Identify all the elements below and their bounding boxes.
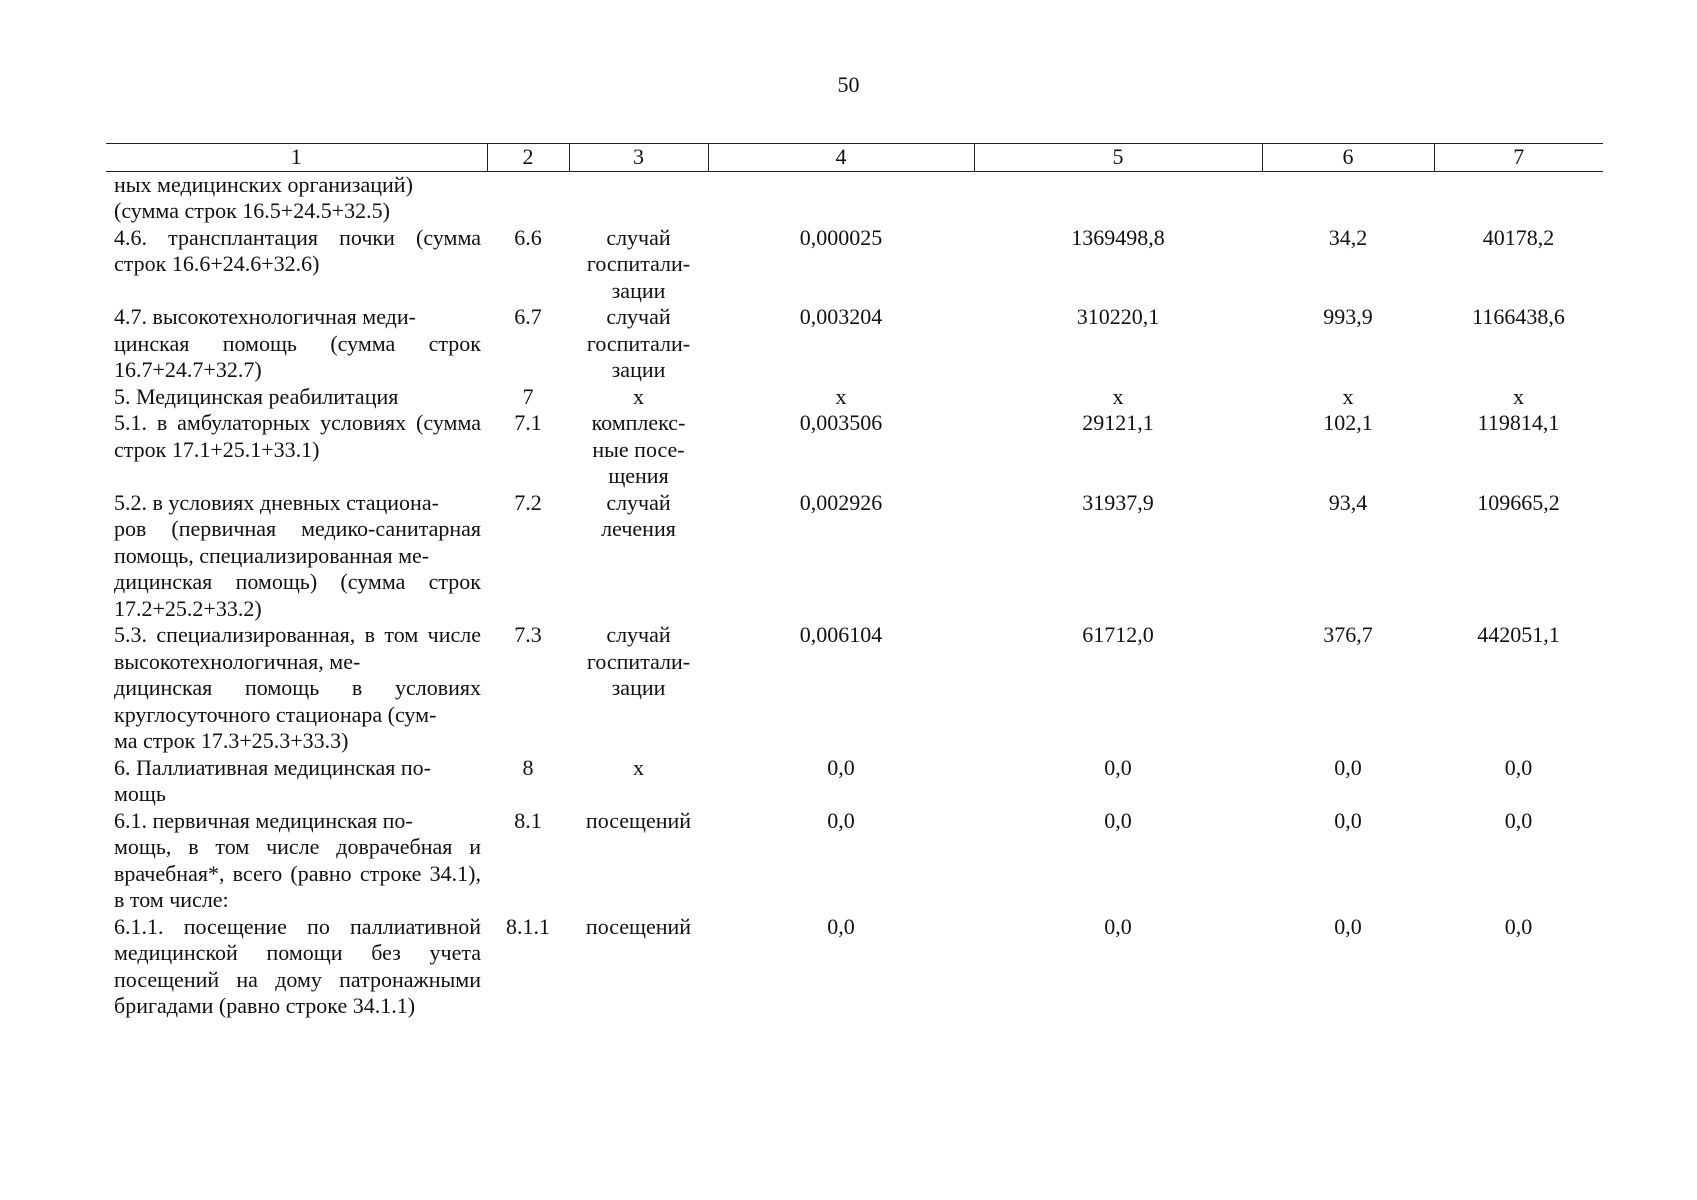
value-cell: 376,7 xyxy=(1323,622,1373,647)
row-name-cell: 5.3. специализированная, в том числе высокотехнологичная, ме- дицинская помощь в условиях круглосуточного стационара (сум- ма строк 17.3+25.3+33.3) xyxy=(114,622,481,753)
unit-cell: посещений xyxy=(585,807,692,833)
unit-cell: случай лечения xyxy=(601,489,676,541)
row-code-cell: 7 xyxy=(522,383,534,409)
row-name-cell: 6. Паллиативная медицинская по- мощь xyxy=(114,754,431,806)
value-cell: 0,0 xyxy=(827,754,855,780)
value-cell: х xyxy=(1513,383,1524,409)
row-name-cell: ных медицинских организаций) (сумма строк 16.5+24.5+32.5) xyxy=(114,171,413,223)
value-cell: 0,003204 xyxy=(799,304,883,329)
row-code-cell: 7.1 xyxy=(514,410,542,435)
value-cell: 993,9 xyxy=(1323,304,1373,329)
row-name-cell: 5.1. в амбулаторных условиях (сумма строк 17.1+25.1+33.1) xyxy=(114,410,481,462)
table-header-row xyxy=(106,144,1603,172)
value-cell: 0,0 xyxy=(1104,807,1132,833)
row-code-cell xyxy=(487,171,569,225)
column-header: 2 xyxy=(487,144,569,172)
unit-cell: комплекс- ные посе- щения xyxy=(591,410,686,488)
page-number: 50 xyxy=(837,72,860,97)
value-cell xyxy=(708,171,974,225)
data-table xyxy=(106,143,1603,1020)
value-cell: х xyxy=(1112,383,1124,409)
unit-cell xyxy=(569,171,708,225)
value-cell: 0,0 xyxy=(1334,913,1362,939)
value-cell: 0,0 xyxy=(1504,807,1533,833)
table-row xyxy=(106,225,1603,305)
table-row xyxy=(106,490,1603,623)
column-header: 3 xyxy=(569,144,708,172)
value-cell: 119814,1 xyxy=(1477,410,1560,435)
value-cell: 0,0 xyxy=(1104,913,1132,939)
value-cell xyxy=(1434,171,1603,225)
row-name-cell: 5.2. в условиях дневных стациона- ров (первичная медико-санитарная помощь, специализированная ме- дицинская помощь) (сумма строк 17.2+25.2+33.2) xyxy=(114,489,481,621)
value-cell: 29121,1 xyxy=(1082,410,1154,435)
row-code-cell: 8 xyxy=(522,754,534,780)
row-code-cell: 7.2 xyxy=(514,489,542,515)
table-row xyxy=(106,304,1603,384)
value-cell xyxy=(974,171,1262,225)
value-cell: 0,003506 xyxy=(799,410,883,435)
value-cell: 0,0 xyxy=(1104,754,1132,780)
row-name-cell: 6.1. первичная медицинская по- мощь, в том числе доврачебная и врачебная*, всего (равно строке 34.1), в том числе: xyxy=(114,807,481,912)
value-cell: 34,2 xyxy=(1328,224,1368,250)
unit-cell: х xyxy=(633,754,644,780)
row-code-cell: 8.1 xyxy=(514,807,542,833)
row-name-cell: 4.6. трансплантация почки (сумма строк 16.6+24.6+32.6) xyxy=(114,224,481,276)
row-code-cell: 7.3 xyxy=(514,622,542,647)
row-code-cell: 8.1.1 xyxy=(506,913,550,939)
value-cell: 31937,9 xyxy=(1082,489,1154,515)
unit-cell: случай госпитали- зации xyxy=(586,304,691,382)
value-cell: 310220,1 xyxy=(1076,304,1160,329)
value-cell: 0,000025 xyxy=(799,224,883,250)
unit-cell: случай госпитали- зации xyxy=(586,224,691,303)
column-header: 5 xyxy=(974,144,1262,172)
row-name-cell: 6.1.1. посещение по паллиативной медицинской помощи без учета посещений на дому патронажными бригадами (равно строке 34.1.1) xyxy=(114,913,481,1018)
unit-cell: посещений xyxy=(585,913,692,939)
value-cell: 61712,0 xyxy=(1082,622,1154,647)
table-row xyxy=(106,622,1603,755)
table-row xyxy=(106,171,1603,225)
table-row xyxy=(106,914,1603,1020)
value-cell: 0,002926 xyxy=(799,489,883,515)
value-cell: х xyxy=(835,383,847,409)
value-cell: 0,0 xyxy=(827,913,855,939)
row-code-cell: 6.6 xyxy=(514,224,542,250)
column-header: 4 xyxy=(708,144,974,172)
value-cell: 442051,1 xyxy=(1477,622,1560,647)
table-row xyxy=(106,755,1603,808)
row-code-cell: 6.7 xyxy=(514,304,542,329)
value-cell: 1166438,6 xyxy=(1472,304,1565,329)
value-cell: х xyxy=(1342,383,1354,409)
column-header: 6 xyxy=(1262,144,1434,172)
value-cell: 109665,2 xyxy=(1477,489,1560,515)
value-cell: 40178,2 xyxy=(1482,224,1555,250)
value-cell: 1369498,8 xyxy=(1071,224,1165,250)
table-row xyxy=(106,410,1603,490)
value-cell: 0,0 xyxy=(1334,754,1362,780)
row-name-cell: 5. Медицинская реабилитация xyxy=(114,383,399,409)
value-cell: 0,0 xyxy=(1504,754,1533,780)
unit-cell: х xyxy=(633,383,644,409)
value-cell: 0,006104 xyxy=(799,622,883,647)
unit-cell: случай госпитали- зации xyxy=(586,622,691,700)
value-cell: 0,0 xyxy=(1334,807,1362,833)
value-cell: 0,0 xyxy=(1504,913,1533,939)
value-cell: 0,0 xyxy=(827,807,855,833)
table-body xyxy=(106,171,1603,1020)
table-row xyxy=(106,808,1603,914)
table-row xyxy=(106,384,1603,411)
column-header: 1 xyxy=(106,144,487,172)
value-cell: 102,1 xyxy=(1323,410,1373,435)
column-header: 7 xyxy=(1434,144,1603,172)
row-name-cell: 4.7. высокотехнологичная меди- цинская помощь (сумма строк 16.7+24.7+32.7) xyxy=(114,304,481,382)
table-header xyxy=(106,144,1603,172)
value-cell xyxy=(1262,171,1434,225)
value-cell: 93,4 xyxy=(1328,489,1368,515)
